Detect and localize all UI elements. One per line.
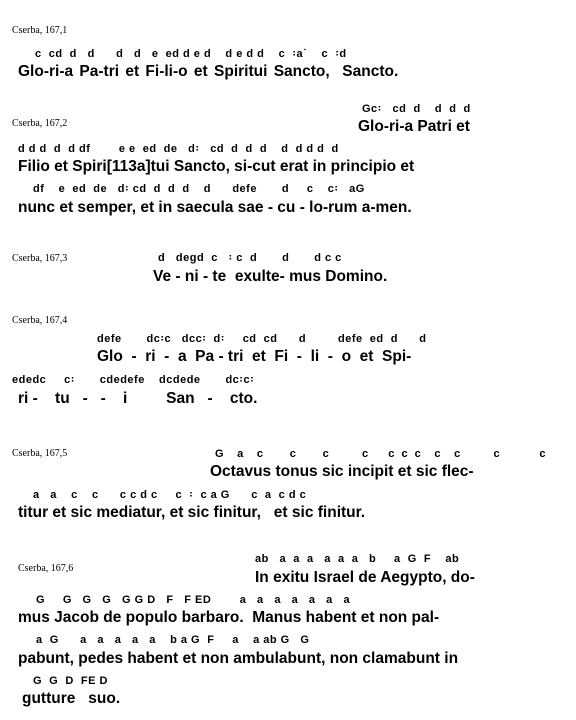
- neume-line: ab a a a a a a b a G F ab: [255, 553, 460, 565]
- source-reference: Cserba, 167,6: [18, 563, 74, 574]
- neume-line: ededc c꞉ cdedefe dcdede dc꞉c꞉: [12, 374, 255, 386]
- source-reference: Cserba, 167,4: [12, 315, 68, 326]
- chant-text-line: Ve - ni - te exulte- mus Domino.: [153, 268, 388, 285]
- neume-line: G G D FE D: [33, 675, 108, 687]
- chant-text-line: Glo-ri-a Patri et: [358, 118, 470, 135]
- neume-line: a a c c c c d c c ꞉ c a G c a c d c: [33, 489, 307, 501]
- chant-text-line: gutture suo.: [22, 690, 121, 707]
- neume-line: G G G G G G D F F ED a a a a a a a: [36, 594, 351, 606]
- neume-line: d d d d d df e e ed de d꞉ cd d d d d d d d d: [18, 143, 339, 155]
- chant-text-line: In exitu Israel de Aegypto, do-: [255, 569, 475, 586]
- source-reference: Cserba, 167,5: [12, 448, 68, 459]
- chant-text-line: pabunt, pedes habent et non ambulabunt, non clamabunt in: [18, 650, 459, 667]
- chant-text-line: nunc et semper, et in saecula sae - cu - lo-rum a-men.: [18, 199, 412, 216]
- neume-line: c cd d d d d e ed d e d d e d d c ꞉a˙ c ꞉d: [35, 48, 347, 60]
- source-reference: Cserba, 167,3: [12, 253, 68, 264]
- chant-text-line: ri - tu - - i San - cto.: [18, 390, 258, 407]
- neume-line: df e ed de d꞉ cd d d d d defe d c c꞉ aG: [33, 183, 365, 195]
- chant-text-line: Filio et Spiri[113a]tui Sancto, si-cut erat in principio et: [18, 158, 415, 175]
- chant-text-line: Octavus tonus sic incipit et sic flec-: [210, 463, 474, 480]
- chant-text-line: titur et sic mediatur, et sic finitur, et sic finitur.: [18, 504, 366, 521]
- neume-line: G a c c c c c c c c c c c: [215, 448, 547, 460]
- chant-text-line: Glo-ri-a Pa-tri et Fi-li-o et Spiritui Sancto, Sancto.: [18, 63, 399, 80]
- neume-line: defe dc꞉c dcc꞉ d꞉ cd cd d defe ed d d: [97, 333, 427, 345]
- neume-line: Gc꞉ cd d d d d: [362, 103, 471, 115]
- chant-text-line: mus Jacob de populo barbaro. Manus habent et non pal-: [18, 609, 440, 626]
- chant-text-line: Glo - ri - a Pa - tri et Fi - li - o et Spi-: [97, 348, 412, 365]
- neume-line: a G a a a a a b a G F a a ab G G: [36, 634, 310, 646]
- source-reference: Cserba, 167,2: [12, 118, 68, 129]
- source-reference: Cserba, 167,1: [12, 25, 68, 36]
- neume-line: d degd c ꞉ c d d d c c: [158, 252, 342, 264]
